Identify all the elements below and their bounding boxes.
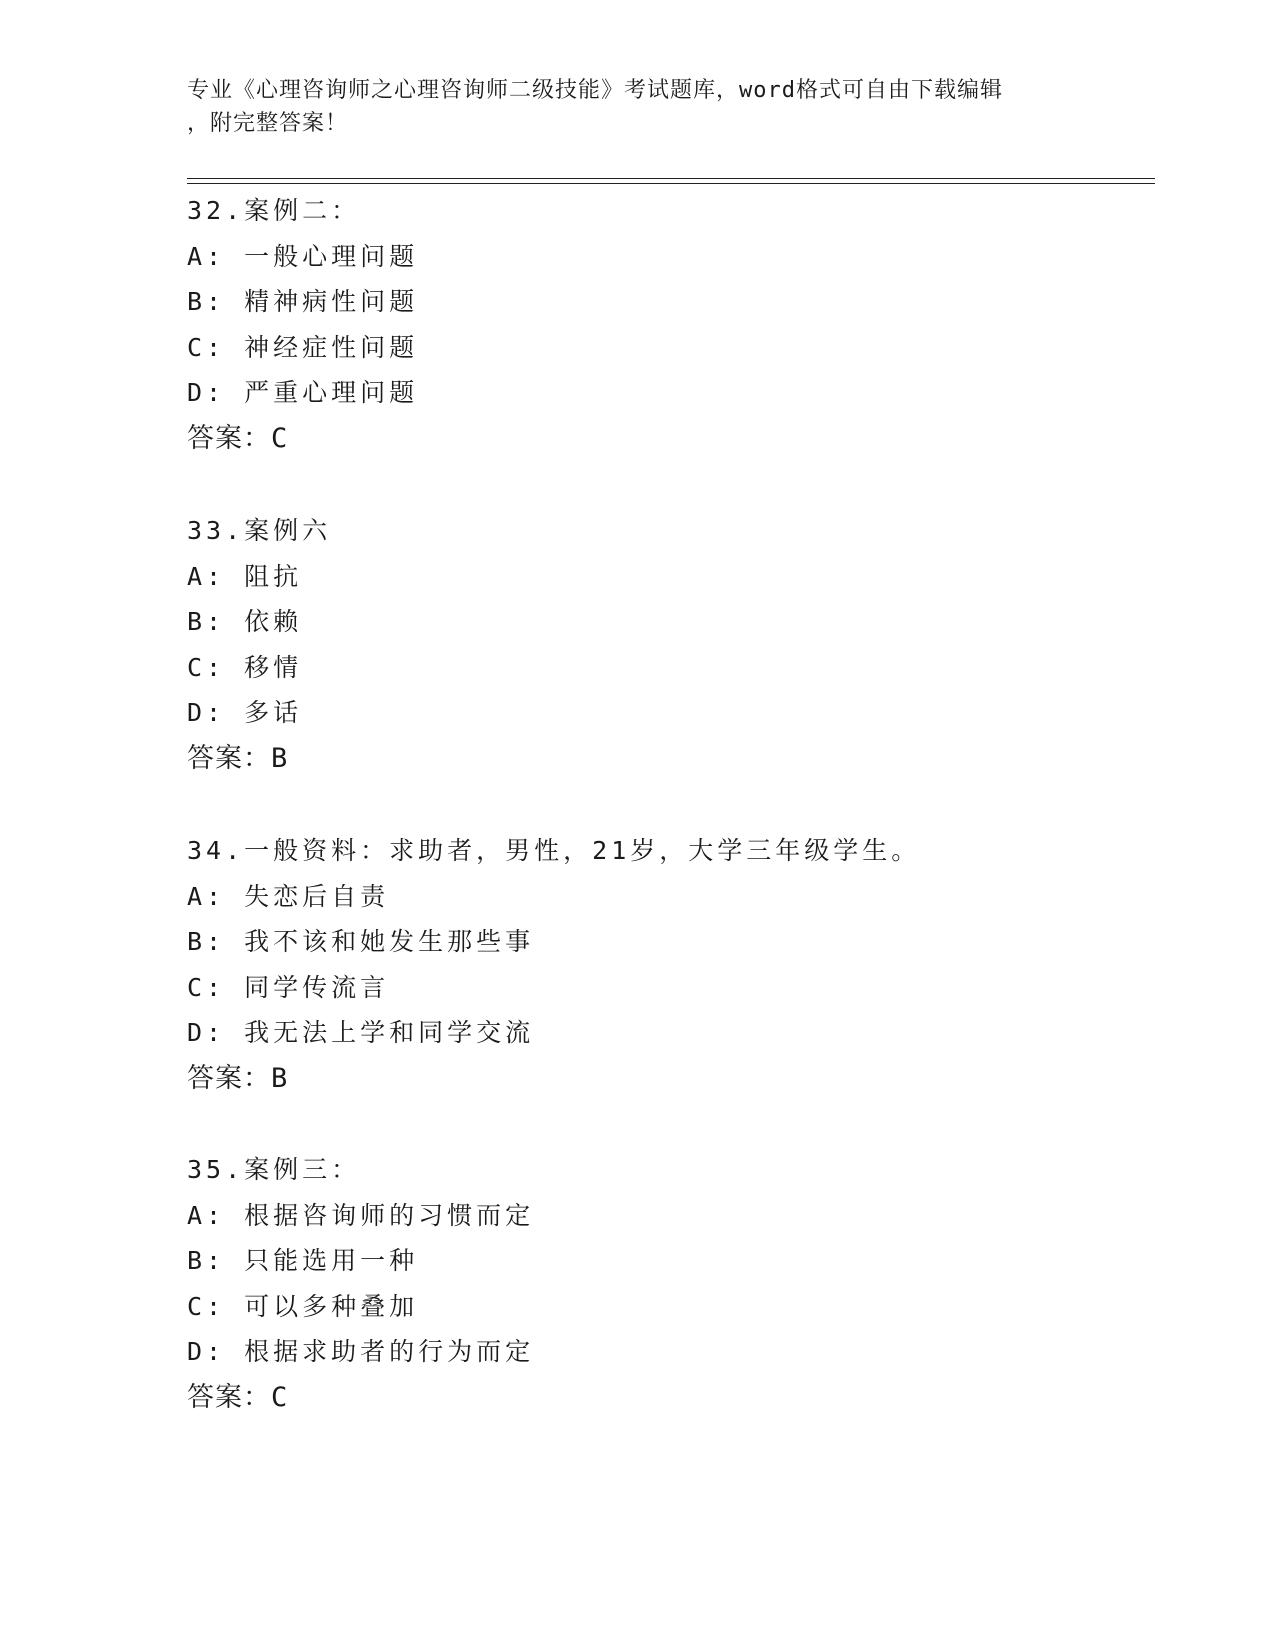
option-c: C: 可以多种叠加 xyxy=(187,1291,419,1321)
answer-line: 答案：C xyxy=(187,422,289,454)
option-d: D: 严重心理问题 xyxy=(187,378,419,407)
question-stem: 34.一般资料：求助者，男性，21岁，大学三年级学生。 xyxy=(187,836,921,865)
option-a: A: 失恋后自责 xyxy=(187,881,390,911)
question-stem: 33.案例六 xyxy=(187,516,332,545)
document-header xyxy=(187,74,1087,140)
option-a: A: 根据咨询师的习惯而定 xyxy=(187,1200,535,1230)
option-a: A: 一般心理问题 xyxy=(187,241,419,271)
header-line-2: ，附完整答案！ xyxy=(187,111,349,136)
option-b: B: 依赖 xyxy=(187,607,303,636)
question-34 xyxy=(187,828,1147,1102)
option-a: A: 阻抗 xyxy=(187,561,303,591)
option-b: B: 只能选用一种 xyxy=(187,1246,419,1275)
answer-line: 答案：B xyxy=(187,1062,289,1094)
question-32 xyxy=(187,188,1147,462)
question-35 xyxy=(187,1147,1147,1421)
option-d: D: 我无法上学和同学交流 xyxy=(187,1018,535,1047)
option-c: C: 移情 xyxy=(187,652,303,682)
option-d: D: 根据求助者的行为而定 xyxy=(187,1337,535,1366)
option-b: B: 我不该和她发生那些事 xyxy=(187,927,535,956)
header-divider-bottom xyxy=(187,183,1155,184)
answer-line: 答案：C xyxy=(187,1381,289,1413)
option-b: B: 精神病性问题 xyxy=(187,287,419,316)
question-33 xyxy=(187,508,1147,782)
option-c: C: 同学传流言 xyxy=(187,972,390,1002)
header-line-1: 专业《心理咨询师之心理咨询师二级技能》考试题库，word格式可自由下载编辑 xyxy=(187,78,1003,103)
option-d: D: 多话 xyxy=(187,698,303,727)
question-stem: 35.案例三： xyxy=(187,1155,361,1184)
answer-line: 答案：B xyxy=(187,742,289,774)
option-c: C: 神经症性问题 xyxy=(187,332,419,362)
header-divider-top xyxy=(187,178,1155,179)
question-stem: 32.案例二： xyxy=(187,196,361,225)
